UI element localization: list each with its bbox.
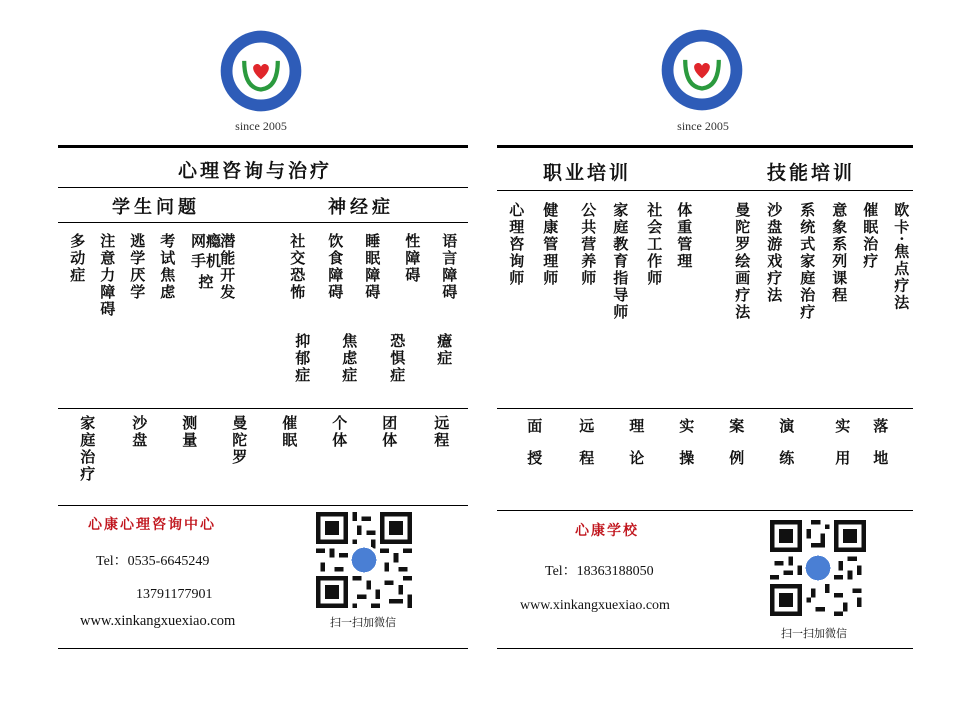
mode-item: 授	[525, 450, 544, 467]
since-label: since 2005	[677, 119, 729, 133]
list-item: 家庭教育指导师	[611, 202, 630, 321]
xinkang-logo-icon	[660, 28, 744, 112]
page-title: 心理咨询与治疗	[178, 160, 333, 182]
method-item: 测量	[180, 415, 199, 449]
list-item: 公共营养师	[579, 202, 598, 287]
list-item: 意象系列课程	[830, 202, 849, 304]
list-item: 催眠治疗	[861, 202, 880, 270]
list-item: 多动症	[68, 233, 87, 284]
list-item: 注意力障碍	[98, 233, 117, 318]
list-item: 逃学厌学	[128, 233, 147, 301]
mode-item: 实	[677, 418, 696, 435]
list-item: 抑郁症	[293, 333, 312, 384]
title-rule	[497, 145, 913, 148]
method-item: 家庭治疗	[78, 415, 97, 483]
list-item: 沙盘游戏疗法	[765, 202, 784, 304]
list-item: 心理咨询师	[507, 202, 526, 287]
method-item: 沙盘	[130, 415, 149, 449]
list-item: 潜能开发	[218, 233, 237, 301]
center-name: 心康心理咨询中心	[88, 517, 216, 533]
mobile-number: 13791177901	[136, 587, 213, 602]
list-item: 恐惧症	[388, 333, 407, 384]
list-item: 语言障碍	[440, 233, 459, 301]
mode-item: 案	[727, 418, 746, 435]
mode-item: 落	[871, 418, 890, 435]
heading-skill-training: 技能培训	[767, 162, 856, 184]
website-link[interactable]: www.xinkangxuexiao.com	[80, 613, 236, 629]
list-item: 社会工作师	[645, 202, 664, 287]
phone-number: Tel：0535-6645249	[96, 554, 210, 569]
mode-item: 演	[777, 418, 796, 435]
list-item: 体重管理	[675, 202, 694, 270]
list-item: 饮食障碍	[326, 233, 345, 301]
since-label: since 2005	[235, 119, 287, 133]
list-item: 睡眠障碍	[363, 233, 382, 301]
method-item: 远程	[432, 415, 451, 449]
section-heading-students: 学生问题	[112, 197, 200, 218]
divider	[497, 408, 913, 409]
mode-item: 实	[833, 418, 852, 435]
list-item: 性障碍	[403, 233, 422, 284]
divider	[58, 222, 468, 223]
xinkang-logo-icon	[219, 29, 303, 113]
qr-label: 扫一扫加微信	[781, 628, 847, 640]
title-rule	[58, 145, 468, 148]
divider	[497, 648, 913, 649]
divider	[497, 190, 913, 191]
mode-item: 用	[833, 450, 852, 467]
list-item: 考试焦虑	[158, 233, 177, 301]
qr-code-icon	[770, 520, 866, 616]
section-heading-neurosis: 神经症	[328, 197, 394, 218]
method-item: 曼陀罗	[230, 415, 249, 466]
website-link[interactable]: www.xinkangxuexiao.com	[520, 598, 670, 613]
mode-item: 练	[777, 450, 796, 467]
list-item: 网瘾手机控	[190, 232, 221, 291]
method-item: 催眠	[280, 415, 299, 449]
school-name: 心康学校	[575, 523, 639, 539]
qr-label: 扫一扫加微信	[330, 617, 396, 629]
divider	[58, 408, 468, 409]
list-item: 曼陀罗绘画疗法	[733, 202, 752, 321]
mode-item: 操	[677, 450, 696, 467]
divider	[58, 648, 468, 649]
phone-number: Tel：18363188050	[545, 564, 654, 579]
heading-career-training: 职业培训	[543, 162, 632, 184]
mode-item: 例	[727, 450, 746, 467]
method-item: 团体	[380, 415, 399, 449]
divider	[58, 187, 468, 188]
list-item: 系统式家庭治疗	[798, 202, 817, 321]
mode-item: 远	[577, 418, 596, 435]
list-item: 健康管理师	[541, 202, 560, 287]
mode-item: 程	[577, 450, 596, 467]
list-item: 癔症	[435, 333, 454, 367]
divider	[497, 510, 913, 511]
qr-code-icon	[316, 512, 412, 608]
list-item: 社交恐怖	[288, 233, 307, 301]
method-item: 个体	[330, 415, 349, 449]
left-card	[58, 0, 470, 701]
mode-item: 论	[627, 450, 646, 467]
list-item: 欧卡·焦点疗法	[892, 202, 911, 312]
list-item: 焦虑症	[340, 333, 359, 384]
mode-item: 面	[525, 418, 544, 435]
mode-item: 理	[627, 418, 646, 435]
mode-item: 地	[871, 450, 890, 467]
right-card	[495, 0, 915, 701]
divider	[58, 505, 468, 506]
